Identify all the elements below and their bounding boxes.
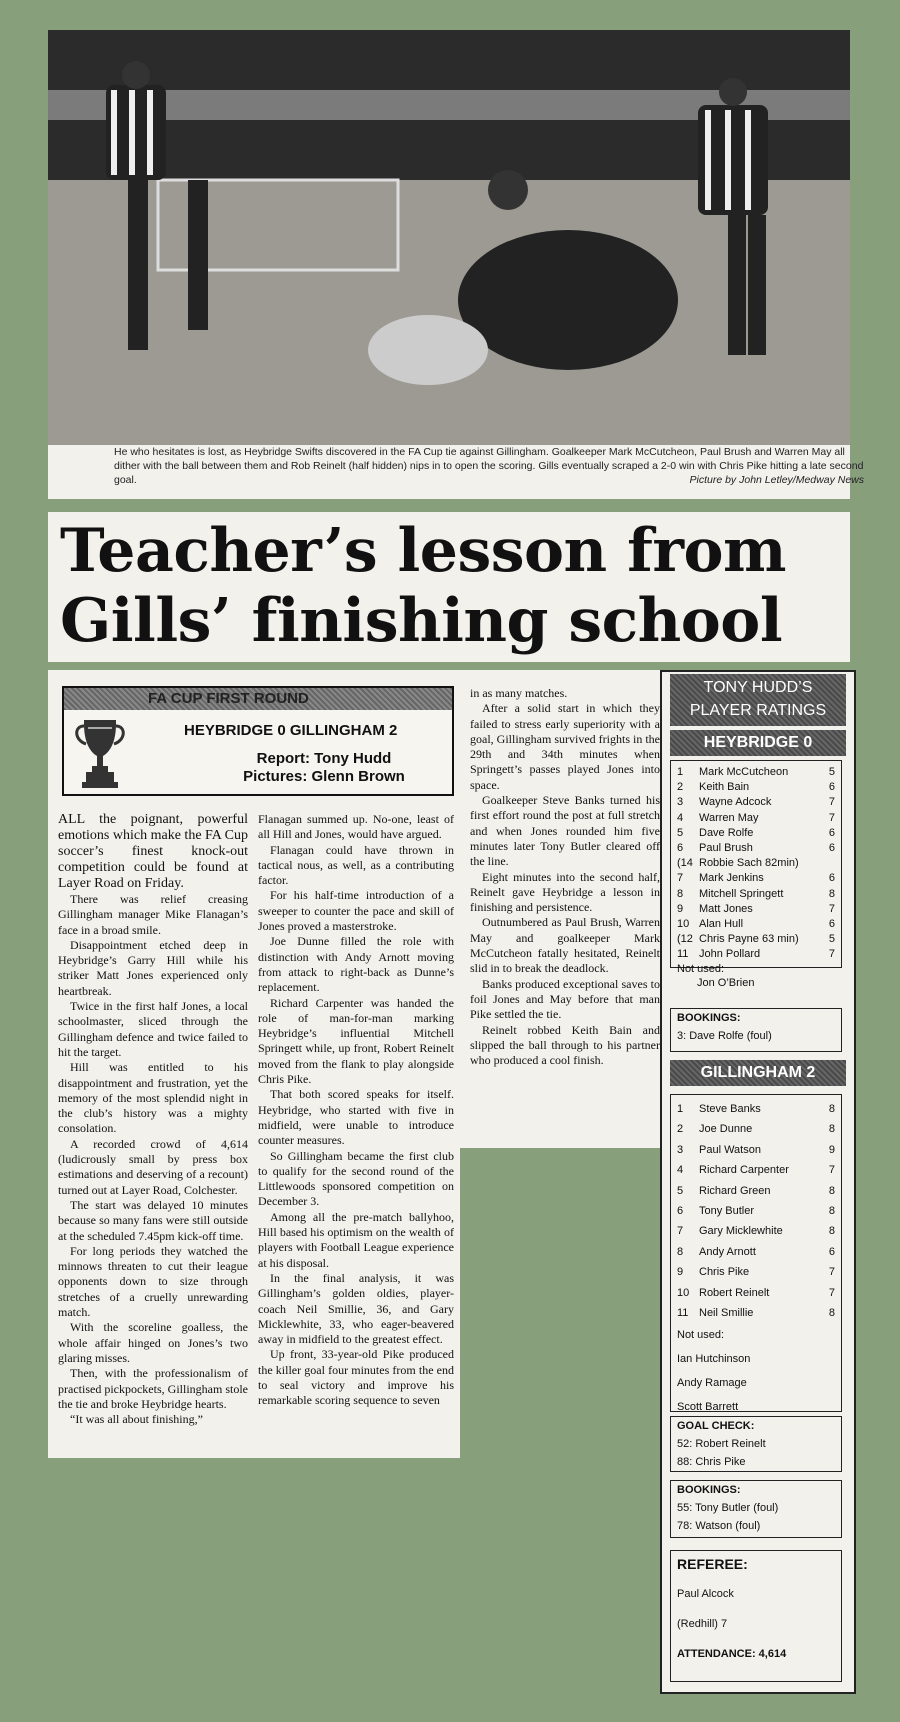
player-row: 4 Richard Carpenter 7	[677, 1164, 835, 1177]
referee-name: Paul Alcock	[677, 1588, 734, 1600]
player-row: 11 Neil Smillie 8	[677, 1306, 835, 1319]
paragraph: in as many matches.	[470, 686, 568, 700]
photo-image	[48, 30, 850, 445]
photo-credit: Picture by John Letley/Medway News	[689, 474, 864, 486]
article-column-2	[258, 812, 454, 1409]
player-row: 2 Keith Bain 6	[677, 781, 835, 794]
fa-cup-trophy-icon	[70, 714, 130, 790]
not-used-player: Jon O’Brien	[697, 977, 755, 990]
article-column-3	[470, 686, 660, 1068]
paragraph: Up front, 33-year-old Pike produced the killer goal four minutes from the end to seal victory and improve his remarkable scoring sequence to seven	[258, 1347, 454, 1408]
goal-entry: 52: Robert Reinelt	[677, 1438, 766, 1450]
heybridge-lineup	[670, 760, 842, 990]
paragraph: Joe Dunne filled the role with distinction with Andy Arnott moving from attack to right-back as Dunne’s replacement.	[258, 934, 454, 995]
player-row: 9 Chris Pike 7	[677, 1266, 835, 1279]
photo-caption: He who hesitates is lost, as Heybridge Swifts discovered in the FA Cup tie against Gillingham. Goalkeeper Mark McCutcheon, Paul Brush and Warren May all dither with the ball between them and Rob Reinelt (half hidden) nips in to open the scoring. Gills eventually scraped a 2-0 win with Chris Pike hitting a late second goal. Picture by John Letley/Medway News	[114, 446, 864, 486]
paragraph: Richard Carpenter was handed the role of man-for-man marking Heybridge’s influential Mitchell Springett while, up front, Robert Reinelt moved from the flank to play alongside Chris Pike.	[258, 995, 454, 1087]
substitute-row: (14 Robbie Sach 82min)	[677, 857, 799, 870]
booking-entry: 78: Watson (foul)	[677, 1520, 761, 1532]
not-used-player: Ian Hutchinson	[677, 1353, 751, 1366]
ratings-title-line-2: PLAYER RATINGS	[689, 702, 827, 719]
paragraph: So Gillingham became the first club to qualify for the second round of the Littlewoods sponsored competition on December 3.	[258, 1148, 454, 1209]
player-row: 5 Richard Green 8	[677, 1184, 835, 1197]
booking-entry: 55: Tony Butler (foul)	[677, 1502, 779, 1514]
player-row: 11 John Pollard 7	[677, 948, 835, 961]
report-byline: Report: Tony Hudd	[256, 750, 392, 767]
bookings-label: BOOKINGS:	[677, 1012, 741, 1024]
paragraph: Eight minutes into the second half, Reinelt gave Heybridge a lesson in finishing and persistence.	[470, 869, 660, 915]
paragraph: Outnumbered as Paul Brush, Warren May and goalkeeper Mark McCutcheon fatally hesitated, Reinelt slid in to break the deadlock.	[470, 915, 660, 976]
referee-box	[670, 1550, 842, 1682]
match-photo	[48, 30, 864, 499]
referee-place: (Redhill) 7	[677, 1618, 728, 1630]
paragraph: Disappointment etched deep in Heybridge’s Garry Hill while his striker Matt Jones experienced only heartbreak.	[58, 937, 248, 998]
paragraph: Among all the pre-match ballyhoo, Hill based his optimism on the wealth of players with Football League experience at his disposal.	[258, 1209, 454, 1270]
player-row: 3 Paul Watson 9	[677, 1143, 835, 1156]
paragraph: ALL the poignant, powerful emotions which make the FA Cup soccer’s finest knock-out competition could be found at Layer Road on Friday.	[58, 812, 248, 891]
gillingham-bookings	[670, 1480, 842, 1538]
paragraph: That both scored speaks for itself. Heybridge, who started with five in midfield, were unable to introduce counter measures.	[258, 1087, 454, 1148]
paragraph: A recorded crowd of 4,614 (ludicrously small by press box estimations and deserving of a recount) turned out at Layer Road, Colchester.	[58, 1136, 248, 1197]
report-credits	[224, 750, 424, 786]
ratings-title	[670, 674, 846, 726]
player-row: 8 Andy Arnott 6	[677, 1245, 835, 1258]
ratings-title-line-1: TONY HUDD’S	[703, 679, 813, 696]
not-used-player: Andy Ramage	[677, 1377, 747, 1390]
player-row: 6 Tony Butler 8	[677, 1204, 835, 1217]
competition-label: FA CUP FIRST ROUND	[148, 690, 309, 707]
paragraph: With the scoreline goalless, the whole affair hinged on Jones’s two glaring misses.	[58, 1320, 248, 1365]
paragraph: Reinelt robbed Keith Bain and slipped the ball through to his partner who produced a cool finish.	[470, 1022, 660, 1068]
paragraph: Twice in the first half Jones, a local schoolmaster, sliced through the Gillingham defence and twice failed to hit the target.	[58, 999, 248, 1059]
match-infobox	[62, 686, 454, 796]
paragraph: Banks produced exceptional saves to foil Jones and May before that man Pike settled the tie.	[470, 976, 660, 1022]
competition-banner	[64, 688, 452, 710]
player-row: 1 Mark McCutcheon 5	[677, 766, 835, 778]
headline	[48, 512, 850, 662]
paragraph: Hill was entitled to his disappointment and frustration, yet the memory of the most splendid night in the club’s history was a mighty consolation.	[58, 1060, 248, 1136]
pictures-byline: Pictures: Glenn Brown	[243, 768, 405, 785]
gillingham-header: GILLINGHAM 2	[670, 1060, 846, 1086]
article-column-1	[58, 812, 248, 1427]
goal-check-label: GOAL CHECK:	[677, 1420, 755, 1432]
goal-entry: 88: Chris Pike	[677, 1456, 746, 1468]
not-used-label: Not used:	[677, 1329, 725, 1342]
heybridge-bookings	[670, 1008, 842, 1052]
goal-check	[670, 1416, 842, 1472]
paragraph: The start was delayed 10 minutes because so many fans were still outside at the scheduled 7.45pm kick-off time.	[58, 1197, 248, 1243]
player-row: 7 Gary Micklewhite 8	[677, 1225, 835, 1238]
player-row: 8 Mitchell Springett 8	[677, 887, 835, 900]
referee-label: REFEREE:	[677, 1556, 748, 1572]
player-ratings-sidebar	[660, 670, 856, 1694]
player-row: 10 Alan Hull 6	[677, 917, 835, 930]
paragraph: Then, with the professionalism of practised pickpockets, Gillingham stole the tie and broke Heybridge hearts.	[58, 1366, 248, 1411]
bookings-label: BOOKINGS:	[677, 1484, 741, 1496]
heybridge-header: HEYBRIDGE 0	[670, 730, 846, 756]
player-row: 10 Robert Reinelt 7	[677, 1286, 835, 1299]
booking-entry: 3: Dave Rolfe (foul)	[677, 1030, 772, 1042]
paragraph: Flanagan summed up. No-one, least of all Hill and Jones, would have argued.	[258, 812, 454, 842]
paragraph: “It was all about finishing,”	[70, 1412, 203, 1427]
player-row: 2 Joe Dunne 8	[677, 1123, 835, 1136]
paragraph: After a solid start in which they failed to stress early superiority with a goal, Gillingham survived frights in the 29th and 34th minutes when Springett’s passes played Jones into space.	[470, 701, 660, 792]
player-row: 3 Wayne Adcock 7	[677, 796, 835, 809]
headline-line-1: Teacher’s lesson from	[60, 516, 786, 586]
player-row: 6 Paul Brush 6	[677, 841, 835, 854]
player-row: 5 Dave Rolfe 6	[677, 826, 835, 839]
not-used-label: Not used:	[677, 963, 725, 976]
paragraph: Goalkeeper Steve Banks turned his first effort round the post at full stretch and when Jones rounded him five minutes later Tony Butler cleared off the line.	[470, 793, 660, 869]
paragraph: There was relief creasing Gillingham manager Mike Flanagan’s face in a broad smile.	[58, 892, 248, 937]
player-row: 9 Matt Jones 7	[677, 902, 835, 915]
paragraph: For long periods they watched the minnows threaten to cut their league opponents down to size through stretches of a cruelly unrewarding match.	[58, 1243, 248, 1320]
match-score: HEYBRIDGE 0 GILLINGHAM 2	[184, 722, 398, 739]
not-used-player: Scott Barrett	[677, 1401, 739, 1414]
substitute-row: (12 Chris Payne 63 min) 5	[677, 933, 835, 946]
player-row: 4 Warren May 7	[677, 811, 835, 824]
attendance: ATTENDANCE: 4,614	[677, 1648, 787, 1660]
player-row: 7 Mark Jenkins 6	[677, 872, 835, 885]
paragraph: Flanagan could have thrown in tactical nous, as well, as a contributing factor.	[258, 842, 454, 888]
paragraph: For his half-time introduction of a sweeper to counter the pace and skill of Jones proved a masterstroke.	[258, 888, 454, 934]
headline-line-2: Gills’ finishing school	[60, 586, 783, 656]
paragraph: In the final analysis, it was Gillingham’s golden oldies, player-coach Neil Smillie, 36, and Gary Micklewhite, 33, who eager-beavered away in midfield to the greatest effect.	[258, 1270, 454, 1347]
player-row: 1 Steve Banks 8	[677, 1103, 835, 1115]
gillingham-lineup	[670, 1094, 842, 1412]
